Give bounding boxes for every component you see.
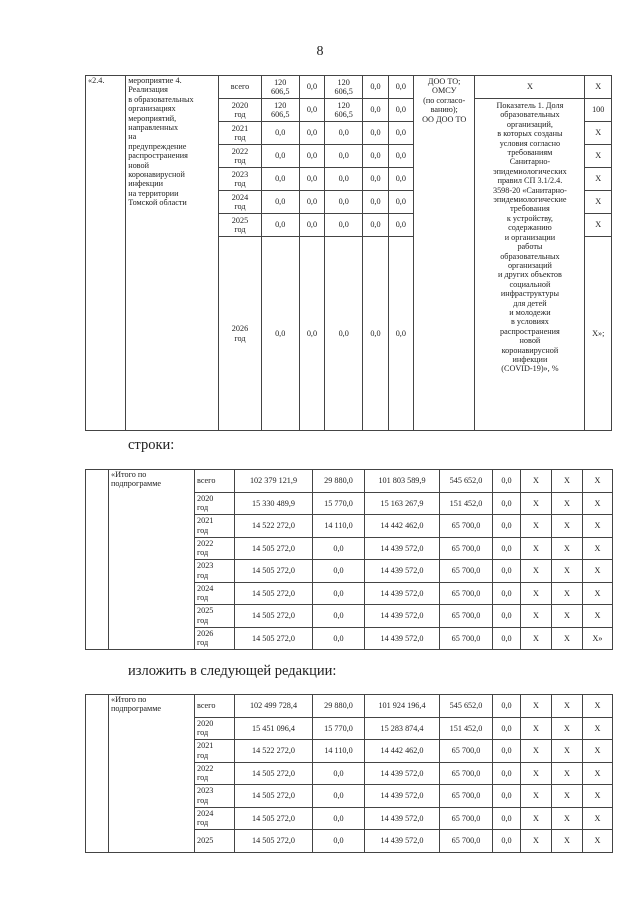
indicator-name-cell: Показатель 1. Доля образовательных организаций, в которых созданы условия согласно требованиям Санитарно- эпидемиологических правил СП 3.1/2.4. 3598-20 «Санитарно- эпидемиологические требования к устройству, содержанию и организации работы образовательных организаций и других объектов социальной инфраструктуры для детей и молодежи в условиях распространения новой коронавирусной инфекции (COVID-19)», % [475, 99, 585, 431]
federal-budget-cell: 0,0 [313, 605, 365, 628]
federal-budget-cell: 0,0 [299, 145, 324, 168]
local-budget-cell: 65 700,0 [440, 560, 493, 583]
local-budget-cell: 0,0 [363, 99, 388, 122]
extra-budget-cell: 0,0 [388, 168, 413, 191]
x-cell: Х [583, 830, 613, 853]
regional-budget-cell: 14 439 572,0 [365, 605, 440, 628]
x-cell: Х [552, 807, 583, 830]
indicator-value-cell: Х [585, 122, 612, 145]
total-cell: 14 522 272,0 [235, 515, 313, 538]
x-cell: Х [583, 470, 613, 493]
total-cell: 14 505 272,0 [235, 627, 313, 650]
regional-budget-cell: 14 442 462,0 [365, 515, 440, 538]
indicator-value-cell: Х [585, 145, 612, 168]
x-cell: Х [583, 740, 613, 763]
period-cell: 2026 год [219, 237, 261, 431]
period-cell: 2021 год [219, 122, 261, 145]
x-cell: Х [521, 717, 552, 740]
regional-budget-cell: 14 439 572,0 [365, 582, 440, 605]
indicator-value-cell: Х»; [585, 237, 612, 431]
total-cell: 14 505 272,0 [235, 537, 313, 560]
caption-rows: строки: [128, 437, 175, 453]
x-cell: Х [521, 492, 552, 515]
total-cell: 102 379 121,9 [235, 470, 313, 493]
regional-budget-cell: 120 606,5 [325, 76, 363, 99]
extra-budget-cell: 0,0 [493, 717, 521, 740]
extra-budget-cell: 0,0 [388, 237, 413, 431]
x-cell: Х [552, 627, 583, 650]
x-cell: Х [583, 762, 613, 785]
executor-cell: ДОО ТО; ОМСУ (по согласо- ванию); ОО ДОО ТО [414, 76, 475, 431]
table-row [86, 470, 613, 493]
local-budget-cell: 65 700,0 [440, 830, 493, 853]
event-name-cell: мероприятие 4. Реализация в образовательных организациях мероприятий, направленных на предупреждение распространения новой коронавирусной инфекции на территории Томской области [126, 76, 219, 431]
federal-budget-cell: 0,0 [299, 76, 324, 99]
x-cell: Х» [583, 627, 613, 650]
x-cell: Х [552, 830, 583, 853]
x-cell: Х [552, 740, 583, 763]
period-cell: 2020 год [219, 99, 261, 122]
total-cell: 0,0 [261, 214, 299, 237]
indicator-value-cell: Х [585, 191, 612, 214]
regional-budget-cell: 14 439 572,0 [365, 537, 440, 560]
regional-budget-cell: 14 439 572,0 [365, 830, 440, 853]
total-cell: 120 606,5 [261, 76, 299, 99]
x-cell: Х [552, 762, 583, 785]
extra-budget-cell: 0,0 [493, 605, 521, 628]
x-cell: Х [521, 515, 552, 538]
regional-budget-cell: 0,0 [325, 168, 363, 191]
federal-budget-cell: 0,0 [313, 582, 365, 605]
x-cell: Х [583, 605, 613, 628]
x-cell: Х [583, 515, 613, 538]
extra-budget-cell: 0,0 [493, 740, 521, 763]
x-cell: Х [583, 695, 613, 718]
federal-budget-cell: 0,0 [313, 627, 365, 650]
extra-budget-cell: 0,0 [493, 515, 521, 538]
extra-budget-cell: 0,0 [388, 122, 413, 145]
regional-budget-cell: 14 439 572,0 [365, 560, 440, 583]
x-cell: Х [583, 582, 613, 605]
federal-budget-cell: 15 770,0 [313, 492, 365, 515]
x-cell: Х [552, 695, 583, 718]
subprogram-total-table-old [85, 469, 613, 650]
extra-budget-cell: 0,0 [388, 145, 413, 168]
local-budget-cell: 0,0 [363, 214, 388, 237]
x-cell: Х [521, 582, 552, 605]
period-cell: 2025 год [195, 605, 235, 628]
period-cell: 2024 год [219, 191, 261, 214]
x-cell: Х [521, 762, 552, 785]
local-budget-cell: 545 652,0 [440, 470, 493, 493]
period-cell: 2022 год [195, 537, 235, 560]
federal-budget-cell: 0,0 [313, 807, 365, 830]
total-cell: 14 505 272,0 [235, 605, 313, 628]
federal-budget-cell: 0,0 [299, 99, 324, 122]
x-cell: Х [521, 830, 552, 853]
extra-budget-cell: 0,0 [493, 582, 521, 605]
x-cell: Х [552, 717, 583, 740]
total-cell: 102 499 728,4 [235, 695, 313, 718]
regional-budget-cell: 14 439 572,0 [365, 785, 440, 808]
x-cell: Х [552, 582, 583, 605]
extra-budget-cell: 0,0 [493, 807, 521, 830]
local-budget-cell: 65 700,0 [440, 762, 493, 785]
regional-budget-cell: 14 439 572,0 [365, 807, 440, 830]
period-cell: 2020 год [195, 717, 235, 740]
subprogram-total-table-new [85, 694, 613, 853]
period-cell: 2021 год [195, 515, 235, 538]
period-cell: 2026 год [195, 627, 235, 650]
subprogram-name-cell: «Итого по подпрограмме [109, 695, 195, 853]
total-cell: 14 505 272,0 [235, 785, 313, 808]
x-cell: Х [583, 807, 613, 830]
federal-budget-cell: 0,0 [313, 762, 365, 785]
x-cell: Х [521, 807, 552, 830]
x-cell: Х [552, 515, 583, 538]
federal-budget-cell: 14 110,0 [313, 740, 365, 763]
extra-budget-cell: 0,0 [493, 627, 521, 650]
federal-budget-cell: 29 880,0 [313, 470, 365, 493]
page-number: 8 [316, 44, 324, 59]
period-cell: 2020 год [195, 492, 235, 515]
indicator-header-cell: Х [475, 76, 585, 99]
local-budget-cell: 0,0 [363, 145, 388, 168]
period-cell: 2025 [195, 830, 235, 853]
extra-budget-cell: 0,0 [493, 537, 521, 560]
extra-budget-cell: 0,0 [493, 470, 521, 493]
event-number-cell: «2.4. [86, 76, 126, 431]
federal-budget-cell: 0,0 [313, 537, 365, 560]
regional-budget-cell: 0,0 [325, 237, 363, 431]
x-cell: Х [552, 560, 583, 583]
x-cell: Х [521, 470, 552, 493]
local-budget-cell: 65 700,0 [440, 605, 493, 628]
x-cell: Х [521, 605, 552, 628]
x-cell: Х [583, 537, 613, 560]
total-cell: 15 451 096,4 [235, 717, 313, 740]
regional-budget-cell: 101 924 196,4 [365, 695, 440, 718]
x-cell: Х [552, 785, 583, 808]
local-budget-cell: 65 700,0 [440, 627, 493, 650]
local-budget-cell: 65 700,0 [440, 537, 493, 560]
federal-budget-cell: 0,0 [299, 214, 324, 237]
period-cell: 2021 год [195, 740, 235, 763]
blank-number-cell [86, 695, 109, 853]
federal-budget-cell: 0,0 [299, 122, 324, 145]
local-budget-cell: 0,0 [363, 168, 388, 191]
local-budget-cell: 545 652,0 [440, 695, 493, 718]
x-cell: Х [521, 560, 552, 583]
extra-budget-cell: 0,0 [493, 560, 521, 583]
period-cell: 2022 год [219, 145, 261, 168]
federal-budget-cell: 0,0 [313, 785, 365, 808]
period-cell: всего [219, 76, 261, 99]
regional-budget-cell: 0,0 [325, 122, 363, 145]
federal-budget-cell: 29 880,0 [313, 695, 365, 718]
regional-budget-cell: 101 803 589,9 [365, 470, 440, 493]
event-table [85, 75, 612, 431]
regional-budget-cell: 0,0 [325, 191, 363, 214]
extra-budget-cell: 0,0 [388, 191, 413, 214]
x-cell: Х [552, 605, 583, 628]
federal-budget-cell: 0,0 [313, 560, 365, 583]
regional-budget-cell: 14 442 462,0 [365, 740, 440, 763]
x-cell: Х [521, 537, 552, 560]
period-cell: 2023 год [195, 560, 235, 583]
x-cell: Х [552, 470, 583, 493]
period-cell: всего [195, 470, 235, 493]
total-cell: 14 505 272,0 [235, 830, 313, 853]
x-cell: Х [521, 785, 552, 808]
local-budget-cell: 65 700,0 [440, 582, 493, 605]
federal-budget-cell: 0,0 [299, 168, 324, 191]
regional-budget-cell: 14 439 572,0 [365, 762, 440, 785]
extra-budget-cell: 0,0 [388, 76, 413, 99]
total-cell: 14 505 272,0 [235, 807, 313, 830]
regional-budget-cell: 0,0 [325, 145, 363, 168]
subprogram-name-cell: «Итого по подпрограмме [109, 470, 195, 650]
local-budget-cell: 151 452,0 [440, 492, 493, 515]
caption-new-edition: изложить в следующей редакции: [128, 663, 337, 679]
local-budget-cell: 0,0 [363, 237, 388, 431]
total-cell: 0,0 [261, 191, 299, 214]
indicator-value-cell: Х [585, 214, 612, 237]
total-cell: 0,0 [261, 122, 299, 145]
total-cell: 0,0 [261, 168, 299, 191]
local-budget-cell: 0,0 [363, 76, 388, 99]
extra-budget-cell: 0,0 [493, 695, 521, 718]
x-cell: Х [521, 740, 552, 763]
total-cell: 15 330 489,9 [235, 492, 313, 515]
x-cell: Х [583, 717, 613, 740]
local-budget-cell: 0,0 [363, 191, 388, 214]
period-cell: 2024 год [195, 582, 235, 605]
total-cell: 14 505 272,0 [235, 582, 313, 605]
total-cell: 14 522 272,0 [235, 740, 313, 763]
local-budget-cell: 151 452,0 [440, 717, 493, 740]
regional-budget-cell: 15 283 874,4 [365, 717, 440, 740]
indicator-value-cell: 100 [585, 99, 612, 122]
total-cell: 120 606,5 [261, 99, 299, 122]
extra-budget-cell: 0,0 [388, 214, 413, 237]
blank-number-cell [86, 470, 109, 650]
regional-budget-cell: 14 439 572,0 [365, 627, 440, 650]
local-budget-cell: 0,0 [363, 122, 388, 145]
indicator-value-cell: Х [585, 168, 612, 191]
extra-budget-cell: 0,0 [493, 492, 521, 515]
x-cell: Х [521, 627, 552, 650]
x-cell: Х [521, 695, 552, 718]
period-cell: 2023 год [195, 785, 235, 808]
table-row [86, 695, 613, 718]
local-budget-cell: 65 700,0 [440, 515, 493, 538]
total-cell: 0,0 [261, 237, 299, 431]
local-budget-cell: 65 700,0 [440, 807, 493, 830]
period-cell: всего [195, 695, 235, 718]
x-cell: Х [583, 560, 613, 583]
period-cell: 2023 год [219, 168, 261, 191]
x-cell: Х [583, 785, 613, 808]
total-cell: 0,0 [261, 145, 299, 168]
local-budget-cell: 65 700,0 [440, 785, 493, 808]
total-cell: 14 505 272,0 [235, 762, 313, 785]
extra-budget-cell: 0,0 [388, 99, 413, 122]
x-cell: Х [583, 492, 613, 515]
regional-budget-cell: 0,0 [325, 214, 363, 237]
federal-budget-cell: 0,0 [313, 830, 365, 853]
federal-budget-cell: 0,0 [299, 237, 324, 431]
period-cell: 2024 год [195, 807, 235, 830]
x-cell: Х [552, 537, 583, 560]
period-cell: 2025 год [219, 214, 261, 237]
total-cell: 14 505 272,0 [235, 560, 313, 583]
federal-budget-cell: 14 110,0 [313, 515, 365, 538]
extra-budget-cell: 0,0 [493, 830, 521, 853]
extra-budget-cell: 0,0 [493, 785, 521, 808]
regional-budget-cell: 15 163 267,9 [365, 492, 440, 515]
indicator-header-value-cell: Х [585, 76, 612, 99]
table-row [86, 76, 612, 99]
x-cell: Х [552, 492, 583, 515]
period-cell: 2022 год [195, 762, 235, 785]
federal-budget-cell: 0,0 [299, 191, 324, 214]
federal-budget-cell: 15 770,0 [313, 717, 365, 740]
extra-budget-cell: 0,0 [493, 762, 521, 785]
local-budget-cell: 65 700,0 [440, 740, 493, 763]
regional-budget-cell: 120 606,5 [325, 99, 363, 122]
